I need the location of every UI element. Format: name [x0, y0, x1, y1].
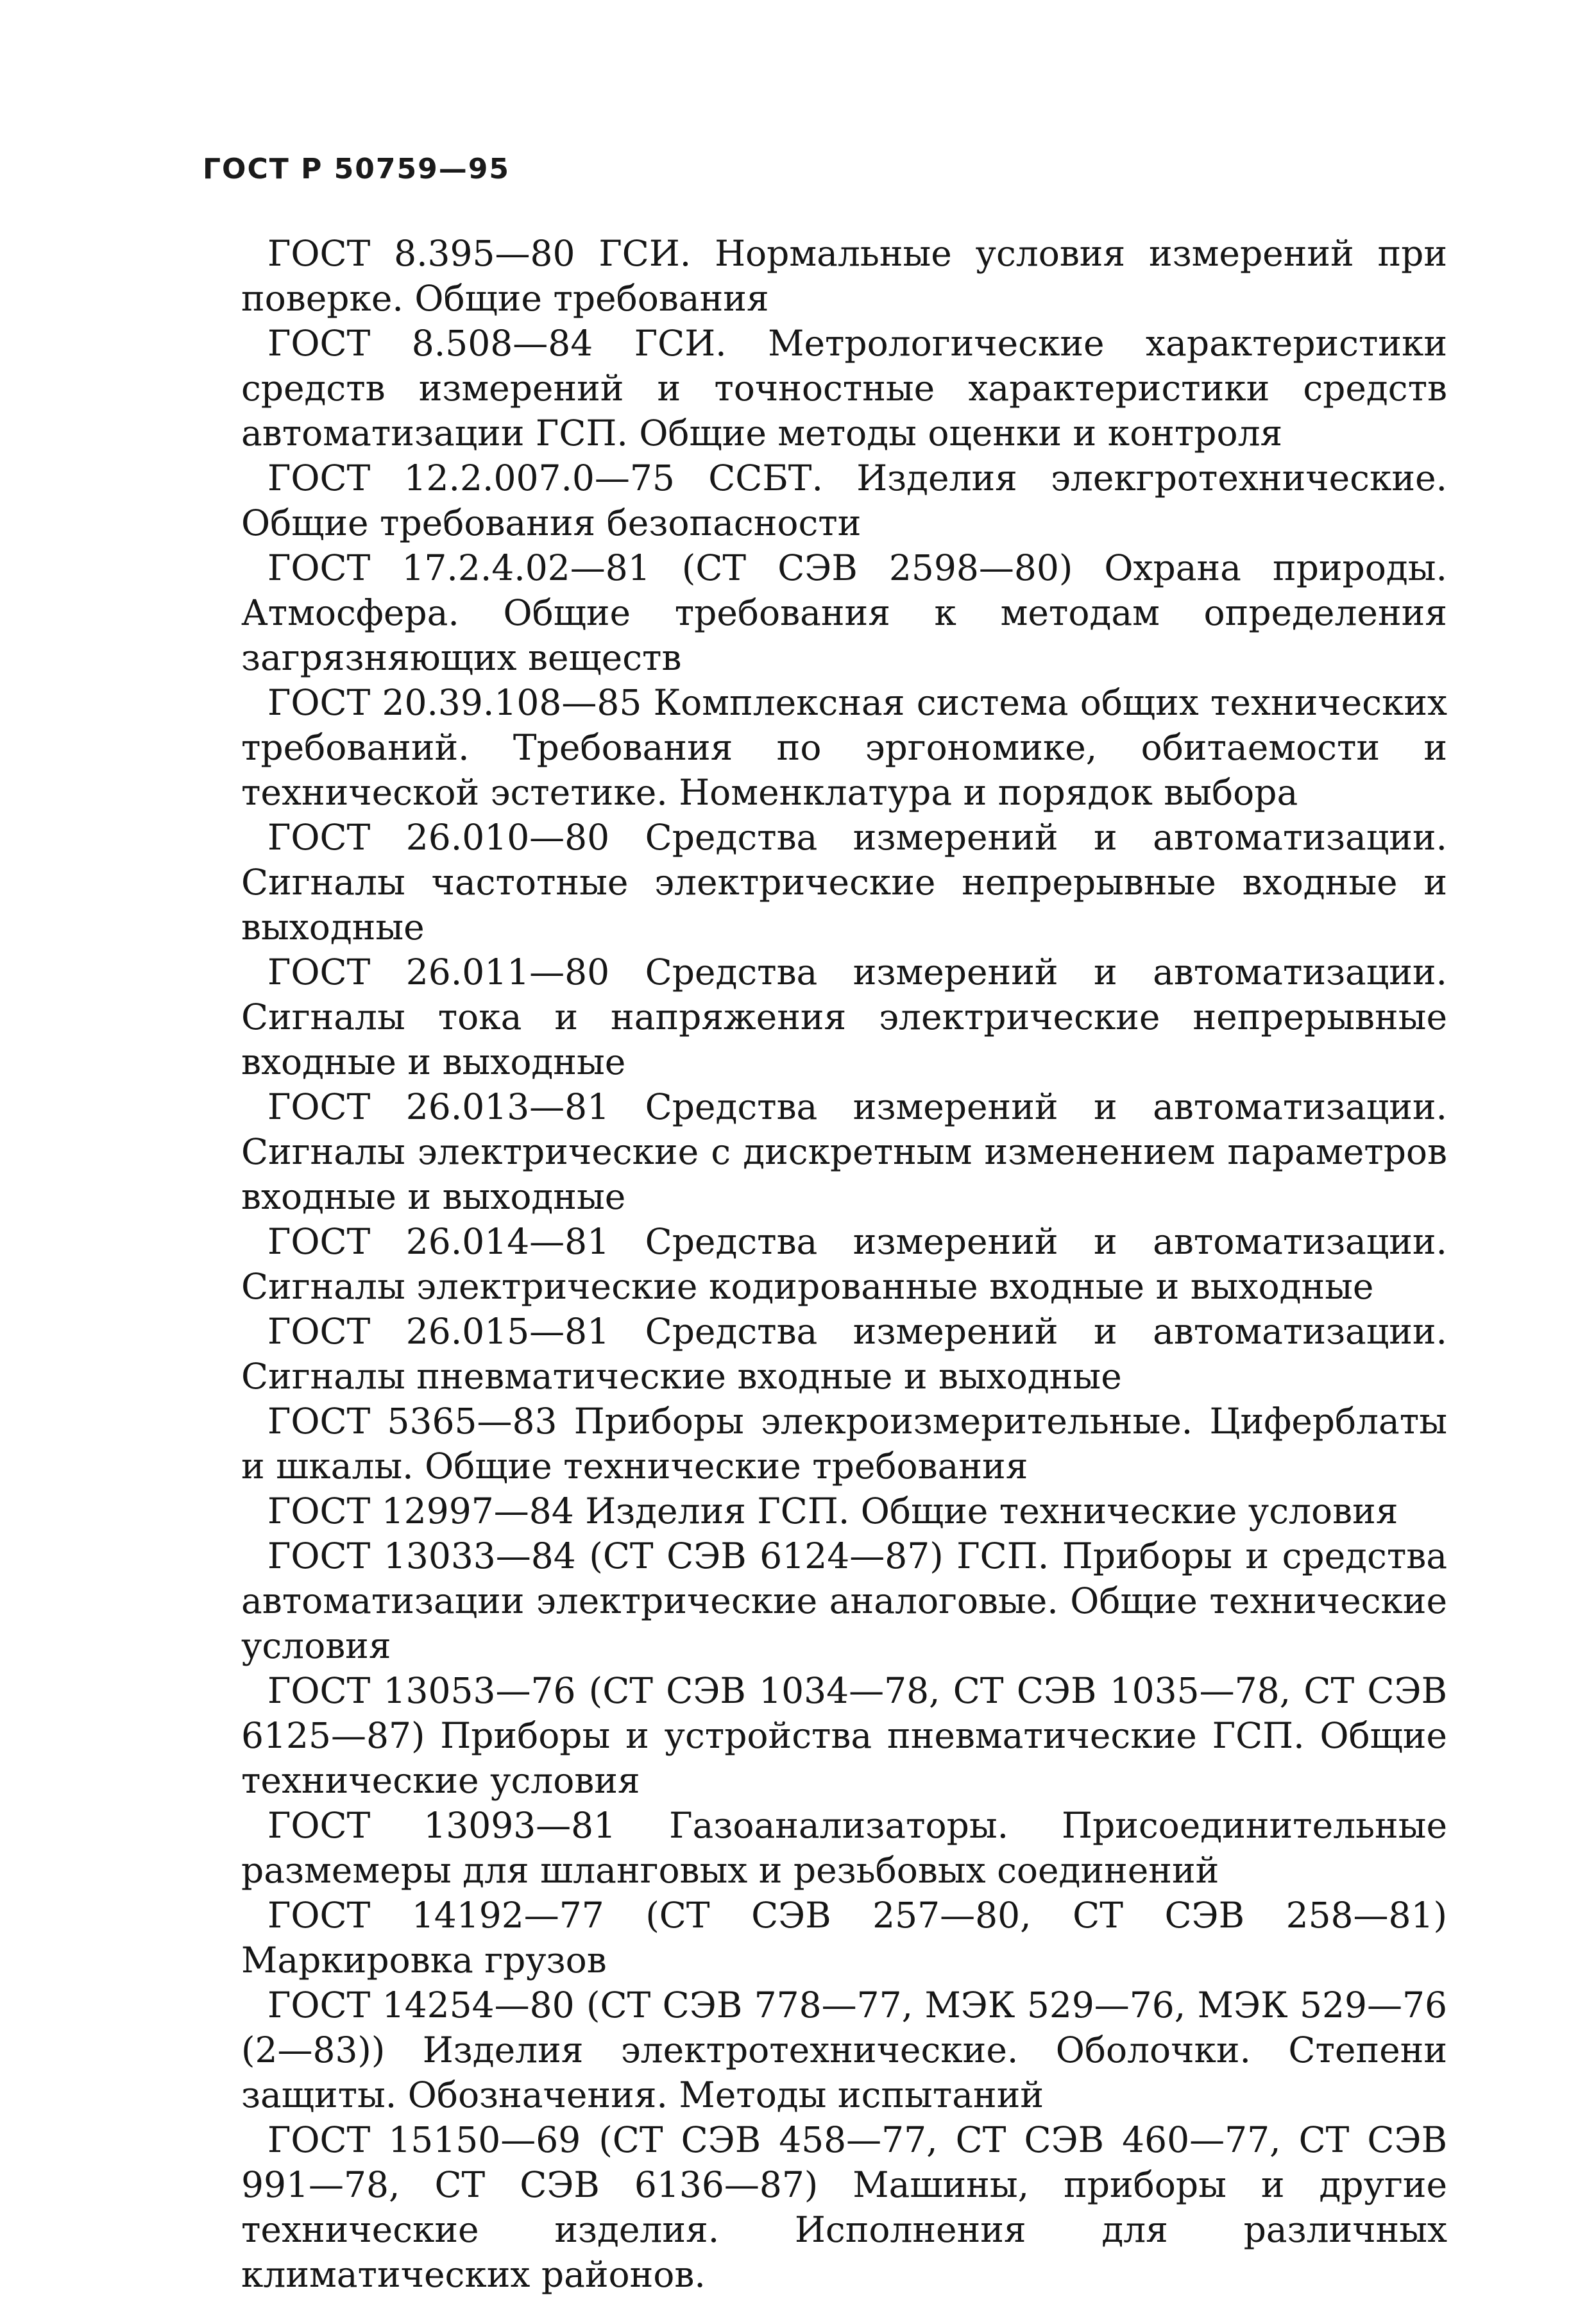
- reference-item: [241, 1084, 1447, 1219]
- reference-item: [241, 680, 1447, 815]
- reference-item: [241, 321, 1447, 456]
- reference-code: ГОСТ 20.39.108—85: [267, 682, 642, 723]
- reference-text: ГСИ. Метрологические характеристики средств измерений и точностные характеристики средств автоматизации ГСП. Общие методы оценки и контроля: [241, 323, 1447, 454]
- reference-code: ГОСТ 13053—76: [267, 1670, 576, 1711]
- reference-code: ГОСТ 26.013—81: [267, 1086, 610, 1127]
- reference-text: (СТ СЭВ 6124—87) ГСП. Приборы и средства автоматизации электрические аналоговые. Общие технические условия: [241, 1535, 1447, 1666]
- reference-item: [241, 1309, 1447, 1399]
- reference-text: ССБТ. Изделия элекгротехнические. Общие требования безопасности: [241, 457, 1448, 543]
- reference-code: ГОСТ 5365—83: [267, 1401, 557, 1442]
- reference-code: ГОСТ 26.015—81: [267, 1311, 610, 1352]
- reference-text: (СТ СЭВ 1034—78, СТ СЭВ 1035—78, СТ СЭВ 6125—87) Приборы и устройства пневматические ГСП. Общие технические условия: [241, 1670, 1447, 1801]
- reference-item: [241, 456, 1447, 545]
- reference-text: Приборы элекроизмерительные. Циферблаты и шкалы. Общие технические требования: [241, 1401, 1448, 1487]
- reference-text: Средства измерений и автоматизации. Сигналы электрические с дискретным изменением параметров входные и выходные: [241, 1086, 1447, 1217]
- reference-item: [241, 1803, 1447, 1893]
- reference-text: Средства измерений и автоматизации. Сигналы тока и напряжения электрические непрерывные входные и выходные: [241, 952, 1447, 1082]
- reference-code: ГОСТ 17.2.4.02—81: [267, 547, 650, 588]
- reference-item: [241, 1489, 1447, 1533]
- reference-code: ГОСТ 12997—84: [267, 1490, 574, 1532]
- reference-text: Средства измерений и автоматизации. Сигналы электрические кодированные входные и выходные: [241, 1221, 1447, 1307]
- reference-code: ГОСТ 15150—69: [267, 2119, 581, 2160]
- reference-text: Средства измерений и автоматизации. Сигналы пневматические входные и выходные: [241, 1311, 1447, 1397]
- reference-code: ГОСТ 8.508—84: [267, 323, 593, 364]
- reference-code: ГОСТ 13033—84: [267, 1535, 576, 1576]
- reference-code: ГОСТ 26.014—81: [267, 1221, 610, 1262]
- reference-item: [241, 1533, 1447, 1668]
- reference-text: Средства измерений и автоматизации. Сигналы частотные электрические непрерывные входные и выходные: [241, 817, 1447, 948]
- normative-references-list: [241, 231, 1447, 2297]
- reference-code: ГОСТ 26.010—80: [267, 817, 610, 858]
- reference-item: [241, 815, 1447, 950]
- page-header-title: ГОСТ Р 50759—95: [203, 153, 510, 185]
- reference-code: ГОСТ 8.395—80: [267, 233, 575, 274]
- reference-item: [241, 1983, 1447, 2117]
- reference-code: ГОСТ 26.011—80: [267, 952, 610, 993]
- reference-item: [241, 1893, 1447, 1983]
- reference-item: [241, 1668, 1447, 1803]
- reference-text: (СТ СЭВ 257—80, СТ СЭВ 258—81) Маркировка грузов: [241, 1895, 1447, 1981]
- reference-item: [241, 950, 1447, 1084]
- reference-item: [241, 545, 1447, 680]
- reference-code: ГОСТ 13093—81: [267, 1805, 616, 1846]
- reference-text: Комплексная система общих технических требований. Требования по эргономике, обитаемости и технической эстетике. Номенклатура и порядок выбора: [241, 682, 1448, 813]
- reference-code: ГОСТ 14254—80: [267, 1985, 575, 2026]
- reference-code: ГОСТ 14192—77: [267, 1895, 604, 1936]
- reference-text: Изделия ГСП. Общие технические условия: [585, 1490, 1398, 1532]
- reference-text: (СТ СЭВ 2598—80) Охрана природы. Атмосфера. Общие требования к методам определения загрязняющих веществ: [241, 547, 1447, 678]
- reference-text: (СТ СЭВ 458—77, СТ СЭВ 460—77, СТ СЭВ 991—78, СТ СЭВ 6136—87) Машины, приборы и другие технические изделия. Исполнения для различных климатических районов.: [241, 2119, 1447, 2295]
- reference-text: ГСИ. Нормальные условия измерений при поверке. Общие требования: [241, 233, 1448, 319]
- reference-item: [241, 1399, 1447, 1489]
- reference-code: ГОСТ 12.2.007.0—75: [267, 457, 675, 499]
- reference-text: Газоанализаторы. Присоединительные размемеры для шланговых и резьбовых соединений: [241, 1805, 1447, 1891]
- reference-item: [241, 1219, 1447, 1309]
- reference-item: [241, 2117, 1447, 2297]
- reference-item: [241, 231, 1447, 321]
- reference-text: (СТ СЭВ 778—77, МЭК 529—76, МЭК 529—76 (2—83)) Изделия электротехнические. Оболочки. Степени защиты. Обозначения. Методы испытаний: [241, 1985, 1447, 2115]
